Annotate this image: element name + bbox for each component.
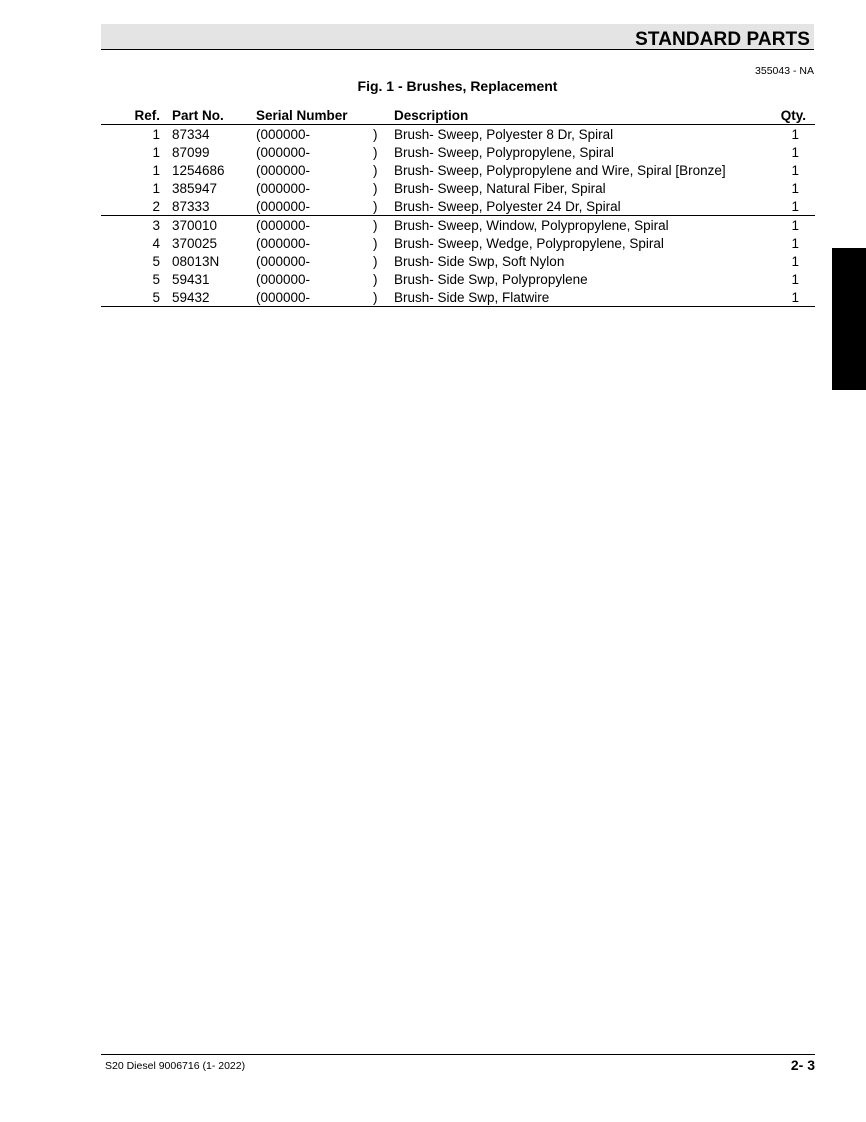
cell-description: Brush- Sweep, Wedge, Polypropylene, Spiral <box>394 235 664 251</box>
table-row <box>101 179 815 197</box>
cell-ref: 5 <box>152 271 160 287</box>
table-body <box>101 125 815 307</box>
table-row <box>101 288 815 307</box>
cell-serial: (000000- <box>256 288 373 307</box>
cell-description: Brush- Sweep, Window, Polypropylene, Spiral <box>394 217 669 233</box>
cell-description: Brush- Sweep, Natural Fiber, Spiral <box>394 180 606 196</box>
cell-ref: 5 <box>152 253 160 269</box>
cell-part-no: 87333 <box>172 197 256 216</box>
col-header-ref: Ref. <box>101 107 172 125</box>
table-header-row <box>101 107 815 125</box>
cell-part-no: 87334 <box>172 126 210 142</box>
cell-ref: 2 <box>101 197 172 216</box>
page-title: STANDARD PARTS <box>635 29 810 50</box>
cell-ref: 1 <box>152 162 160 178</box>
cell-part-no: 370025 <box>172 235 218 251</box>
cell-qty: 1 <box>791 180 799 196</box>
cell-serial-close: ) <box>373 271 378 287</box>
cell-part-no: 1254686 <box>172 162 225 178</box>
col-header-qty: Qty. <box>759 107 815 125</box>
table-row <box>101 197 815 216</box>
section-tab <box>832 248 866 390</box>
cell-qty: 1 <box>759 288 815 307</box>
parts-table <box>101 107 815 307</box>
cell-qty: 1 <box>791 271 799 287</box>
cell-part-no: 370010 <box>172 217 218 233</box>
cell-qty: 1 <box>759 197 815 216</box>
cell-serial: (000000- <box>256 162 311 178</box>
cell-ref: 1 <box>152 180 160 196</box>
cell-serial: (000000- <box>256 126 311 142</box>
cell-qty: 1 <box>791 235 799 251</box>
col-header-part-no: Part No. <box>172 107 256 125</box>
col-header-spacer <box>373 107 394 125</box>
cell-serial: (000000- <box>256 144 311 160</box>
page-number: 2- 3 <box>790 1057 815 1073</box>
cell-ref: 3 <box>152 217 160 233</box>
table-row <box>101 252 815 270</box>
header-band <box>101 24 814 50</box>
cell-serial: (000000- <box>256 217 311 233</box>
cell-serial: (000000- <box>256 197 373 216</box>
cell-qty: 1 <box>791 217 799 233</box>
cell-description: Brush- Side Swp, Soft Nylon <box>394 253 565 269</box>
cell-serial-close: ) <box>373 197 394 216</box>
cell-description: Brush- Sweep, Polypropylene and Wire, Spiral [Bronze] <box>394 162 726 178</box>
table-row <box>101 234 815 252</box>
cell-serial: (000000- <box>256 235 311 251</box>
cell-part-no: 59431 <box>172 271 210 287</box>
cell-ref: 4 <box>152 235 160 251</box>
cell-description: Brush- Sweep, Polyester 8 Dr, Spiral <box>394 126 614 142</box>
footer-rule <box>101 1054 815 1055</box>
cell-part-no: 08013N <box>172 253 220 269</box>
cell-part-no: 59432 <box>172 288 256 307</box>
cell-part-no: 385947 <box>172 180 218 196</box>
figure-title: Fig. 1 - Brushes, Replacement <box>357 78 558 94</box>
col-header-serial: Serial Number <box>256 107 373 125</box>
table-row <box>101 270 815 288</box>
cell-ref: 1 <box>152 126 160 142</box>
table-row <box>101 125 815 144</box>
cell-serial-close: ) <box>373 235 378 251</box>
cell-serial-close: ) <box>373 126 378 142</box>
cell-description: Brush- Side Swp, Flatwire <box>394 288 759 307</box>
cell-description: Brush- Sweep, Polyester 24 Dr, Spiral <box>394 197 759 216</box>
footer-doc-id: S20 Diesel 9006716 (1- 2022) <box>105 1060 246 1072</box>
cell-serial-close: ) <box>373 180 378 196</box>
cell-serial: (000000- <box>256 180 311 196</box>
cell-description: Brush- Side Swp, Polypropylene <box>394 271 588 287</box>
cell-serial-close: ) <box>373 253 378 269</box>
cell-serial: (000000- <box>256 253 311 269</box>
doc-code: 355043 - NA <box>755 65 814 77</box>
cell-ref: 1 <box>152 144 160 160</box>
cell-qty: 1 <box>791 144 799 160</box>
cell-part-no: 87099 <box>172 144 210 160</box>
col-header-description: Description <box>394 107 759 125</box>
cell-serial-close: ) <box>373 288 394 307</box>
table-row <box>101 143 815 161</box>
cell-serial-close: ) <box>373 162 378 178</box>
cell-description: Brush- Sweep, Polypropylene, Spiral <box>394 144 614 160</box>
table-row <box>101 216 815 235</box>
cell-qty: 1 <box>791 126 799 142</box>
cell-serial: (000000- <box>256 271 311 287</box>
cell-serial-close: ) <box>373 144 378 160</box>
cell-serial-close: ) <box>373 217 378 233</box>
cell-ref: 5 <box>101 288 172 307</box>
cell-qty: 1 <box>791 162 799 178</box>
table-row <box>101 161 815 179</box>
cell-qty: 1 <box>791 253 799 269</box>
